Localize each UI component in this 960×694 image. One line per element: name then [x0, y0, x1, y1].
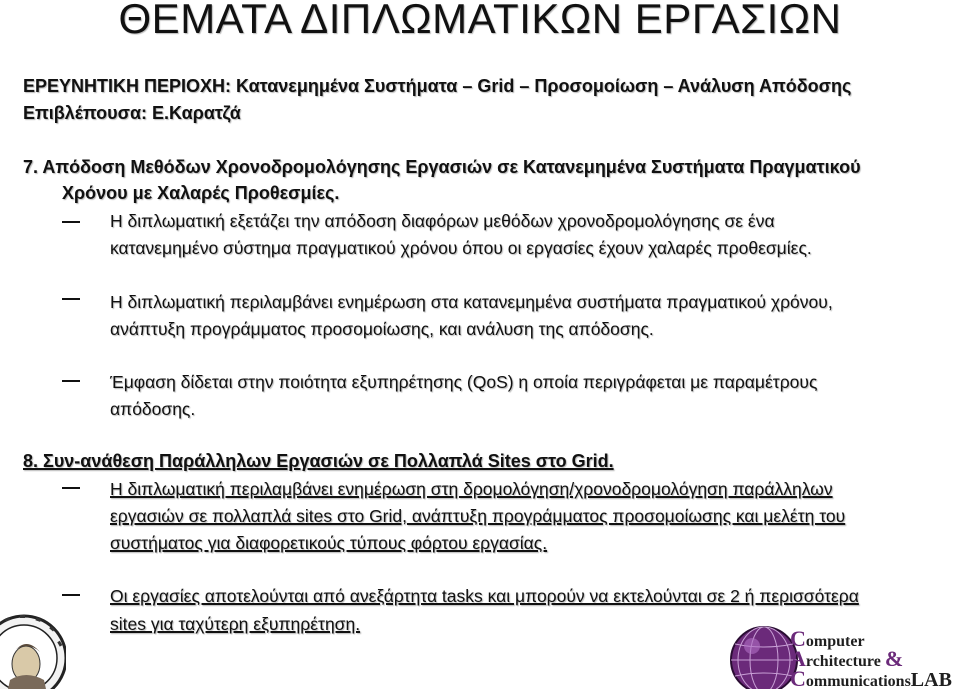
lab-line-computer: Computer [790, 626, 865, 651]
topic7-bullet2-line1: Η διπλωματική περιλαμβάνει ενημέρωση στα κατανεμημένα συστήματα πραγματικού χρόνου, [110, 292, 833, 312]
topic8-bullet2-line2: sites για ταχύτερη εξυπηρέτηση. [110, 614, 361, 634]
topic7-bullet1-line1: Η διπλωματική εξετάζει την απόδοση διαφόρων μεθόδων χρονοδρομολόγησης σε ένα [110, 211, 775, 231]
bullet-dash [62, 380, 80, 382]
lab-line-communications: CommunicationsLAB [790, 666, 952, 691]
bullet-dash [62, 221, 80, 223]
topic7-bullet3-line1: Έμφαση δίδεται στην ποιότητα εξυπηρέτησης (QoS) η οποία περιγράφεται με παραμέτρους [110, 372, 818, 392]
topic8-bullet1-line3: συστήματος για διαφορετικούς τύπους φόρτου εργασίας. [110, 533, 548, 553]
lab-logo [728, 620, 960, 689]
topic7-bullet2-line2: ανάπτυξη προγράμματος προσομοίωσης, και ανάλυση της απόδοσης. [110, 319, 654, 339]
topic8-bullet1-line2: εργασιών σε πολλαπλά sites στο Grid, ανάπτυξη προγράμματος προσομοίωσης και μελέτη του [110, 506, 846, 526]
topic7-bullet1-line2: κατανεμημένο σύστημα πραγματικού χρόνου όπου οι εργασίες έχουν χαλαρές προθεσμίες. [110, 238, 812, 258]
research-area: ΕΡΕΥΝΗΤΙΚΗ ΠΕΡΙΟΧΗ: Κατανεμημένα Συστήματα – Grid – Προσομοίωση – Ανάλυση Απόδοσης [23, 76, 852, 96]
university-seal-icon [0, 600, 66, 689]
topic8-title: 8. Συν-ανάθεση Παράλληλων Εργασιών σε Πολλαπλά Sites στο Grid. [23, 451, 614, 471]
topic8-bullet2-line1: Οι εργασίες αποτελούνται από ανεξάρτητα tasks και μπορούν να εκτελούνται σε 2 ή περισσότερα [110, 586, 859, 606]
page-title: ΘΕΜΑΤΑ ΔΙΠΛΩΜΑΤΙΚΩΝ ΕΡΓΑΣΙΩΝ [118, 0, 842, 42]
topic7-title-line2: Χρόνου με Χαλαρές Προθεσμίες. [62, 183, 340, 203]
bullet-dash [62, 298, 80, 300]
supervisor: Επιβλέπουσα: Ε.Καρατζά [23, 103, 241, 123]
bullet-dash [62, 594, 80, 596]
bullet-dash [62, 487, 80, 489]
topic8-bullet1-line1: Η διπλωματική περιλαμβάνει ενημέρωση στη δρομολόγηση/χρονοδρομολόγηση παράλληλων [110, 479, 833, 499]
lab-line-architecture: Architecture & [790, 646, 904, 671]
topic7-bullet3-line2: απόδοσης. [110, 399, 196, 419]
topic7-title-line1: 7. Απόδοση Μεθόδων Χρονοδρομολόγησης Εργασιών σε Κατανεμημένα Συστήματα Πραγματικού [23, 157, 861, 177]
